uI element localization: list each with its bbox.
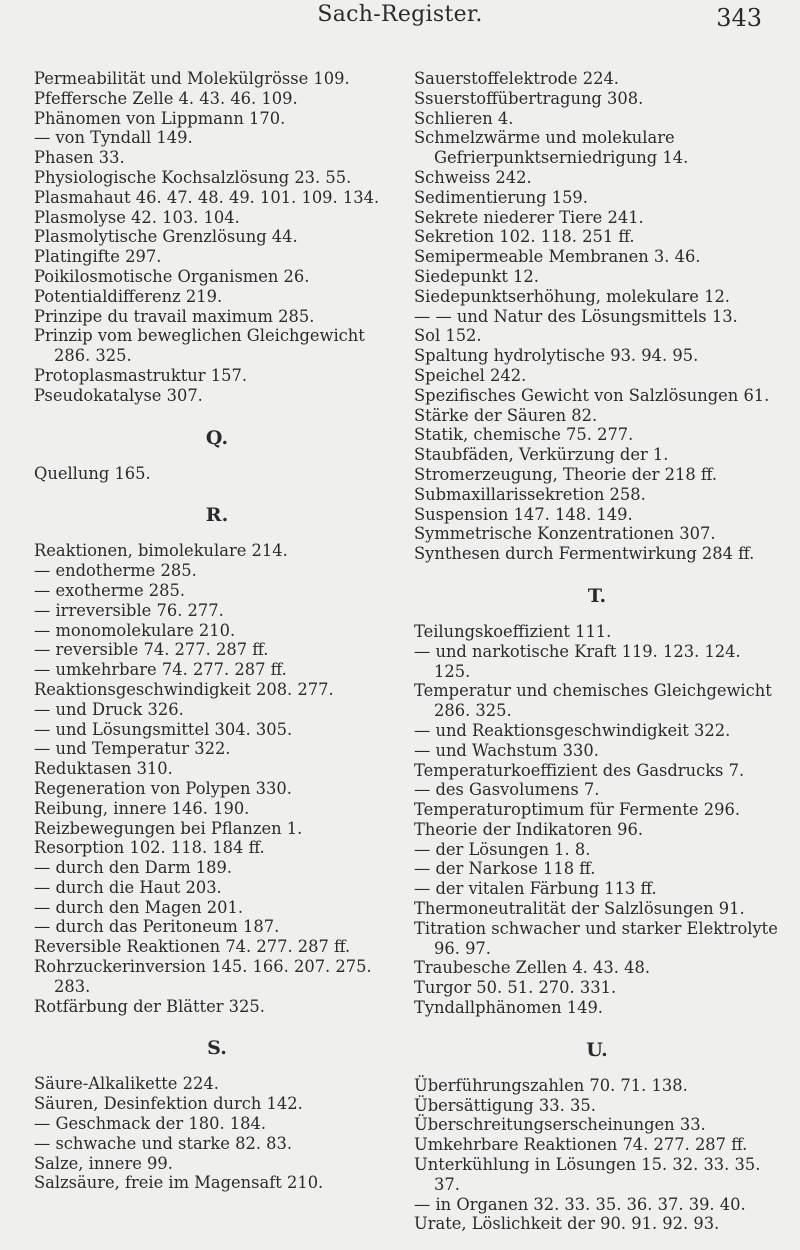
index-entry: Säuren, Desinfektion durch 142. — [34, 1094, 303, 1114]
index-entry: — irreversible 76. 277. — [34, 600, 224, 620]
index-entry: — der Lösungen 1. 8. — [414, 839, 591, 859]
section-letter-q: Q. — [205, 426, 229, 449]
page-number: 343 — [716, 4, 762, 32]
index-entry: Phänomen von Lippmann 170. — [34, 108, 286, 128]
index-entry: Ssuerstoffübertragung 308. — [414, 88, 644, 108]
index-entry: — der vitalen Färbung 113 ff. — [414, 879, 657, 899]
index-entry: — in Organen 32. 33. 35. 36. 37. 39. 40. — [414, 1194, 746, 1214]
index-entry: Urate, Löslichkeit der 90. 91. 92. 93. — [414, 1214, 720, 1234]
index-entry: Tyndallphänomen 149. — [414, 998, 603, 1018]
index-entry: — Geschmack der 180. 184. — [34, 1114, 267, 1134]
index-entry: Sol 152. — [414, 326, 482, 346]
index-entry: Siedepunktserhöhung, molekulare 12. — [414, 286, 730, 306]
index-entry: Poikilosmotische Organismen 26. — [34, 266, 310, 286]
index-entry: Sekrete niederer Tiere 241. — [414, 207, 644, 227]
index-entry: Rohrzuckerinversion 145. 166. 207. 275. 283. — [34, 957, 372, 996]
index-entry: Suspension 147. 148. 149. — [414, 504, 633, 524]
index-entry: Potentialdifferenz 219. — [34, 286, 223, 306]
index-entry: Übersättigung 33. 35. — [414, 1095, 596, 1115]
index-entry: Prinzipe du travail maximum 285. — [34, 306, 315, 326]
index-entry: Permeabilität und Molekülgrösse 109. — [34, 69, 350, 88]
index-entry: Semipermeable Membranen 3. 46. — [414, 247, 701, 267]
index-entry: Physiologische Kochsalzlösung 23. 55. — [34, 167, 352, 187]
index-entry: Titration schwacher und starker Elektrolyte 96. 97. — [414, 918, 778, 958]
index-entry: — exotherme 285. — [34, 580, 186, 600]
index-entry: — umkehrbare 74. 277. 287 ff. — [34, 660, 287, 680]
index-entry: Theorie der Indikatoren 96. — [414, 819, 644, 839]
index-entry: Sedimentierung 159. — [414, 187, 588, 207]
index-entry: Statik, chemische 75. 277. — [414, 425, 634, 445]
index-entry: — der Narkose 118 ff. — [414, 859, 596, 879]
index-entry: Turgor 50. 51. 270. 331. — [414, 978, 617, 998]
index-entry: Resorption 102. 118. 184 ff. — [34, 838, 265, 858]
index-entry: Reizbewegungen bei Pflanzen 1. — [34, 818, 303, 838]
index-entry: Überschreitungserscheinungen 33. — [414, 1115, 706, 1135]
index-entry: Pseudokatalyse 307. — [34, 385, 203, 405]
index-entry: — reversible 74. 277. 287 ff. — [34, 640, 269, 660]
index-entry: Reibung, innere 146. 190. — [34, 798, 250, 818]
index-entry: Quellung 165. — [34, 463, 151, 483]
index-entry: Umkehrbare Reaktionen 74. 277. 287 ff. — [414, 1135, 748, 1155]
index-entry: — und Reaktionsgeschwindigkeit 322. — [414, 720, 731, 740]
index-entry: Synthesen durch Fermentwirkung 284 ff. — [414, 544, 755, 564]
index-entry: Reaktionen, bimolekulare 214. — [34, 541, 288, 561]
index-entry: Temperatur und chemisches Gleichgewicht 286. 325. — [414, 681, 772, 721]
index-entry: — und Wachstum 330. — [414, 740, 599, 760]
index-entry: — endotherme 285. — [34, 561, 197, 581]
section-letter-r: R. — [205, 504, 229, 527]
index-entry: Reversible Reaktionen 74. 277. 287 ff. — [34, 937, 351, 957]
index-entry: — durch das Peritoneum 187. — [34, 917, 280, 937]
index-entry: — und Lösungsmittel 304. 305. — [34, 719, 293, 739]
index-entry: Überführungszahlen 70. 71. 138. — [414, 1075, 688, 1095]
entries-t — [414, 622, 780, 1018]
index-entry: — durch den Magen 201. — [34, 897, 243, 917]
index-entry: Prinzip vom beweglichen Gleichgewicht 286. 325. — [34, 326, 365, 366]
page-header — [0, 2, 800, 32]
index-entry: Staubfäden, Verkürzung der 1. — [414, 445, 669, 465]
index-entry: Teilungskoeffizient 111. — [414, 621, 612, 641]
index-entry: — durch die Haut 203. — [34, 877, 222, 897]
section-letter-s: S. — [207, 1037, 227, 1060]
index-entry: Salze, innere 99. — [34, 1153, 173, 1173]
index-entry: Schlieren 4. — [414, 108, 514, 128]
index-entry: Siedepunkt 12. — [414, 266, 539, 286]
index-entry: — schwache und starke 82. 83. — [34, 1133, 293, 1153]
index-entry: Phasen 33. — [34, 148, 125, 168]
index-entry: Säure-Alkalikette 224. — [34, 1074, 219, 1094]
index-entry: Reduktasen 310. — [34, 759, 173, 779]
index-entry: Salzsäure, freie im Magensaft 210. — [34, 1173, 324, 1193]
index-entry: Platingifte 297. — [34, 247, 162, 267]
index-entry: Reaktionsgeschwindigkeit 208. 277. — [34, 679, 334, 699]
index-entry: Pfeffersche Zelle 4. 43. 46. 109. — [34, 88, 298, 108]
index-entry: Thermoneutralität der Salzlösungen 91. — [414, 899, 745, 919]
entries-s-cont — [414, 69, 780, 564]
index-entry: — des Gasvolumens 7. — [414, 780, 600, 800]
index-entry: Plasmolytische Grenzlösung 44. — [34, 227, 298, 247]
section-letter-u: U. — [586, 1038, 608, 1061]
index-entry: — — und Natur des Lösungsmittels 13. — [414, 306, 738, 326]
index-entry: Spaltung hydrolytische 93. 94. 95. — [414, 346, 699, 366]
index-entry: Unterkühlung in Lösungen 15. 32. 33. 35. 37. — [414, 1155, 761, 1194]
index-entry: Plasmolyse 42. 103. 104. — [34, 207, 240, 227]
entries-s — [34, 1074, 400, 1193]
entries-u — [414, 1076, 780, 1234]
index-entry: — durch den Darm 189. — [34, 858, 233, 878]
entries-q — [34, 464, 400, 484]
index-entry: Symmetrische Konzentrationen 307. — [414, 524, 716, 544]
index-entry: Temperaturoptimum für Fermente 296. — [414, 800, 740, 820]
running-title: Sach-Register. — [317, 2, 483, 27]
index-entry: — monomolekulare 210. — [34, 620, 236, 640]
index-entry: Schweiss 242. — [414, 167, 532, 187]
index-entry: — und Druck 326. — [34, 699, 184, 719]
index-entry: Stärke der Säuren 82. — [414, 405, 598, 425]
index-entry: Submaxillarissekretion 258. — [414, 484, 646, 504]
index-entry: Temperaturkoeffizient des Gasdrucks 7. — [414, 760, 745, 780]
index-entry: Stromerzeugung, Theorie der 218 ff. — [414, 464, 718, 484]
index-entry: Regeneration von Polypen 330. — [34, 778, 292, 798]
index-entry: Protoplasmastruktur 157. — [34, 365, 247, 385]
index-entry: Schmelzwärme und molekulare Gefrierpunktserniedrigung 14. — [414, 128, 689, 168]
index-entry: — und narkotische Kraft 119. 123. 124. 125. — [414, 641, 741, 681]
entries-r — [34, 541, 400, 1016]
index-entry: Traubesche Zellen 4. 43. 48. — [414, 958, 650, 978]
index-entry: Sauerstoffelektrode 224. — [414, 69, 619, 88]
index-entry: Plasmahaut 46. 47. 48. 49. 101. 109. 134. — [34, 187, 380, 207]
index-entry: — und Temperatur 322. — [34, 739, 231, 759]
right-column — [414, 69, 780, 1234]
index-entry: Sekretion 102. 118. 251 ff. — [414, 227, 635, 247]
index-entry: Rotfärbung der Blätter 325. — [34, 996, 265, 1016]
entries-p — [34, 69, 400, 406]
index-entry: Spezifisches Gewicht von Salzlösungen 61. — [414, 385, 770, 405]
left-column — [34, 69, 400, 1193]
index-entry: — von Tyndall 149. — [34, 128, 193, 148]
index-entry: Speichel 242. — [414, 365, 527, 385]
section-letter-t: T. — [587, 584, 607, 607]
